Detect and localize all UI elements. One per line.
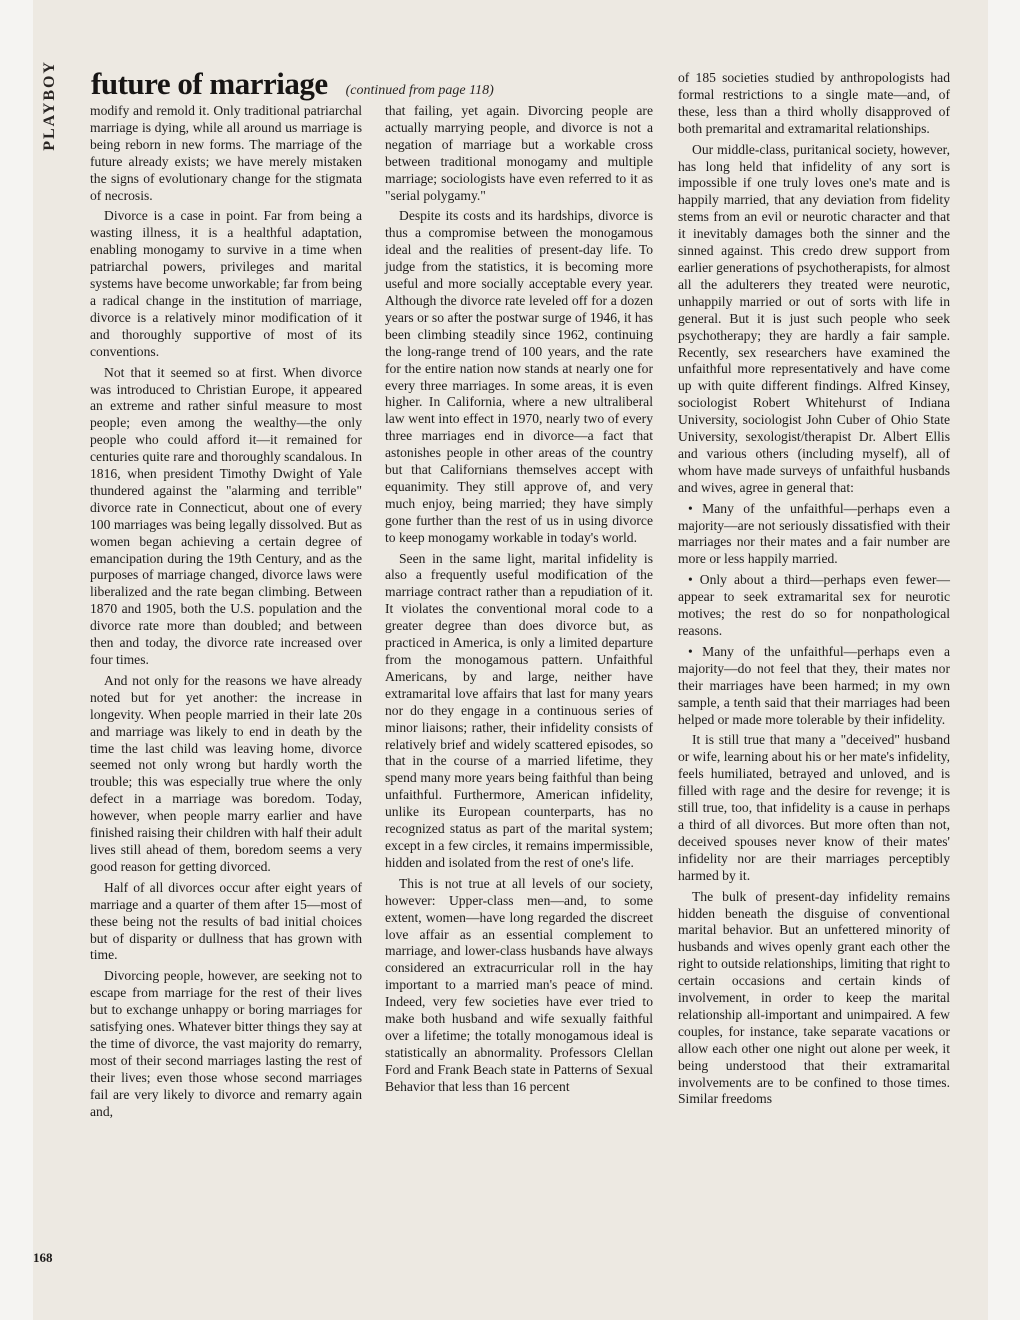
magazine-page (33, 0, 988, 1320)
paragraph: Divorce is a case in point. Far from being a wasting illness, it is a healthful adaptation, enabling monogamy to survive in a time when patriarchal powers, privileges and marital systems have become unworkable; far from being a radical change in the institution of marriage, divorce is a relatively minor modification of it and thoroughly supportive of most of its conventions. (90, 208, 362, 359)
paragraph: that failing, yet again. Divorcing people are actually marrying people, and divorce is not a negation of marriage but a workable cross between traditional monogamy and multiple marriage; sociologists have even referred to it as "serial polygamy." (385, 103, 653, 203)
paragraph: Seen in the same light, marital infidelity is also a frequently useful modification of the marriage contract rather than a repudiation of it. It violates the conventional moral code to a greater degree than does divorce but, as practiced in America, is only a limited departure from the monogamous pattern. Unfaithful Americans, by and large, neither have extramarital love affairs that last for many years nor do they engage in a continuous series of minor liaisons; rather, their infidelity consists of relatively brief and widely scattered episodes, so that in the course of a married lifetime, they spend many more years being faithful than being unfaithful. Furthermore, American infidelity, unlike its European counterparts, has no recognized status as part of the marital system; except in a few circles, it remains impermissible, hidden and isolated from the rest of one's life. (385, 550, 653, 870)
paragraph: Not that it seemed so at first. When divorce was introduced to Christian Europe, it appeared an extreme and rather sinful measure to most people; even among the wealthy—the only people who could afford it—it remained for centuries quite rare and thoroughly scandalous. In 1816, when president Timothy Dwight of Yale thundered against the "alarming and terrible" divorce rate in Connecticut, about one of every 100 marriages was being legally dissolved. But as women began achieving a certain degree of emancipation during the 19th Century, and as the purposes of marriage changed, divorce laws were liberalized and the rate began climbing. Between 1870 and 1905, both the U.S. population and the divorce rate more than doubled; and between then and today, the divorce rate increased over four times. (90, 364, 362, 667)
paragraph: Our middle-class, puritanical society, however, has long held that infidelity of any sort is impossible if one truly loves one's mate and is happily married, that any deviation from fidelity stems from an evil or neurotic character and that it inevitably damages both the sinner and the sinned against. This credo drew support from earlier generations of psychotherapists, for almost all the adulterers they treated were neurotic, unhappily married or out of sorts with life in general. But it is just such people who seek psychotherapy; they are hardly a fair sample. Recently, sex researchers have examined the unfaithful more representatively and have come up with quite different findings. Alfred Kinsey, sociologist Robert Whitehurst of Indiana University, sociologist John Cuber of Ohio State University, sexologist/therapist Dr. Albert Ellis and various others (including myself), all of whom have made surveys of unfaithful husbands and wives, agree in general that: (678, 141, 950, 495)
bullet-paragraph: • Many of the unfaithful—perhaps even a majority—are not seriously dissatisfied with their marriages nor their mates and a fair number are more or less happily married. (678, 500, 950, 567)
paragraph: This is not true at all levels of our society, however: Upper-class men—and, to some extent, women—have long regarded the discreet love affair as an essential complement to marriage, and lower-class husbands have always considered an extracurricular roll in the hay important to a married man's peace of mind. Indeed, very few societies have ever tried to make both husband and wife sexually faithful over a lifetime; the totally monogamous ideal is statistically an abnormality. Professors Clellan Ford and Frank Beach state in Patterns of Sexual Behavior that less than 16 percent (385, 875, 653, 1094)
continued-note: (continued from page 118) (345, 83, 494, 98)
paragraph: modify and remold it. Only traditional patriarchal marriage is dying, while all around us marriage is being reborn in new forms. The marriage of the future already exists; we have merely mistaken the signs of evolutionary change for the stigmata of necrosis. (90, 103, 362, 203)
paragraph: Despite its costs and its hardships, divorce is thus a compromise between the monogamous ideal and the realities of present-day life. To judge from the statistics, it is becoming more useful and more socially acceptable every year. Although the divorce rate leveled off for a dozen years or so after the postwar surge of 1946, it has been climbing steadily since 1962, continuing the long-range trend of 100 years, and the rate for the entire nation now stands at nearly one for every three marriages. In some areas, it is even higher. In California, where a new ultraliberal law went into effect in 1970, nearly two of every three marriages end in divorce—a fact that astonishes people in other areas of the country but that Californians themselves accept with equanimity. They still approve of, and very much enjoy, being married; they have simply gone further than the rest of us in using divorce to keep monogamy workable in today's world. (385, 208, 653, 545)
paragraph: Divorcing people, however, are seeking not to escape from marriage for the rest of their lives but to exchange unhappy or boring marriages for satisfying ones. Whatever bitter things they say at the time of divorce, the vast majority do remarry, most of their second marriages lasting the rest of their lives; even those whose second marriages fail are very likely to divorce and remarry again and, (90, 968, 362, 1119)
paragraph: of 185 societies studied by anthropologists had formal restrictions to a single mate—and, of these, less than a third wholly disapproved of both premarital and extramarital relationships. (678, 70, 950, 136)
paragraph: Half of all divorces occur after eight years of marriage and a quarter of them after 15—most of these being not the results of bad initial choices but of disparity or dullness that has grown with time. (90, 879, 362, 963)
paragraph: It is still true that many a "deceived" husband or wife, learning about his or her mate's infidelity, feels humiliated, betrayed and unloved, and is filled with rage and the desire for revenge; it is still true, too, that infidelity is a cause in perhaps a third of all divorces. But more often than not, deceived spouses never know of their mates' infidelity nor are their marriages perceptibly harmed by it. (678, 732, 950, 883)
paragraph: The bulk of present-day infidelity remains hidden beneath the disguise of conventional marital behavior. But an unfettered minority of husbands and wives openly grant each other the right to outside relationships, limiting that right to certain occasions and certain kinds of involvement, in order to keep the marital relationship all-important and unimpaired. A few couples, for instance, take separate vacations or allow each other one night out alone per week, it being understood that their extramarital involvements are to be confined to those times. Similar freedoms (678, 888, 950, 1107)
bullet-paragraph: • Many of the unfaithful—perhaps even a majority—do not feel that they, their mates nor their marriages have been harmed; in my own sample, a tenth said that their marriages had been helped or made more tolerable by their infidelity. (678, 643, 950, 727)
paragraph: And not only for the reasons we have already noted but for yet another: the increase in longevity. When people married in their late 20s and marriage was likely to end in death by the time the last child was leaving home, divorce seemed not only wrong but hardly worth the trouble; this was especially true where the only defect in a marriage was boredom. Today, however, when people marry earlier and have finished raising their children with half their adult lives still ahead of them, boredom seems a very good reason for getting divorced. (90, 672, 362, 874)
text-column-3 (678, 70, 950, 1270)
masthead: PLAYBOY (41, 60, 58, 151)
article-header (91, 66, 651, 102)
page-number: 168 (33, 1250, 53, 1265)
text-column-2 (385, 103, 653, 1268)
text-column-1 (90, 103, 362, 1268)
bullet-paragraph: • Only about a third—perhaps even fewer—appear to seek extramarital sex for neurotic motives; the rest do so for nonpathological reasons. (678, 572, 950, 638)
article-title: future of marriage (91, 66, 328, 101)
